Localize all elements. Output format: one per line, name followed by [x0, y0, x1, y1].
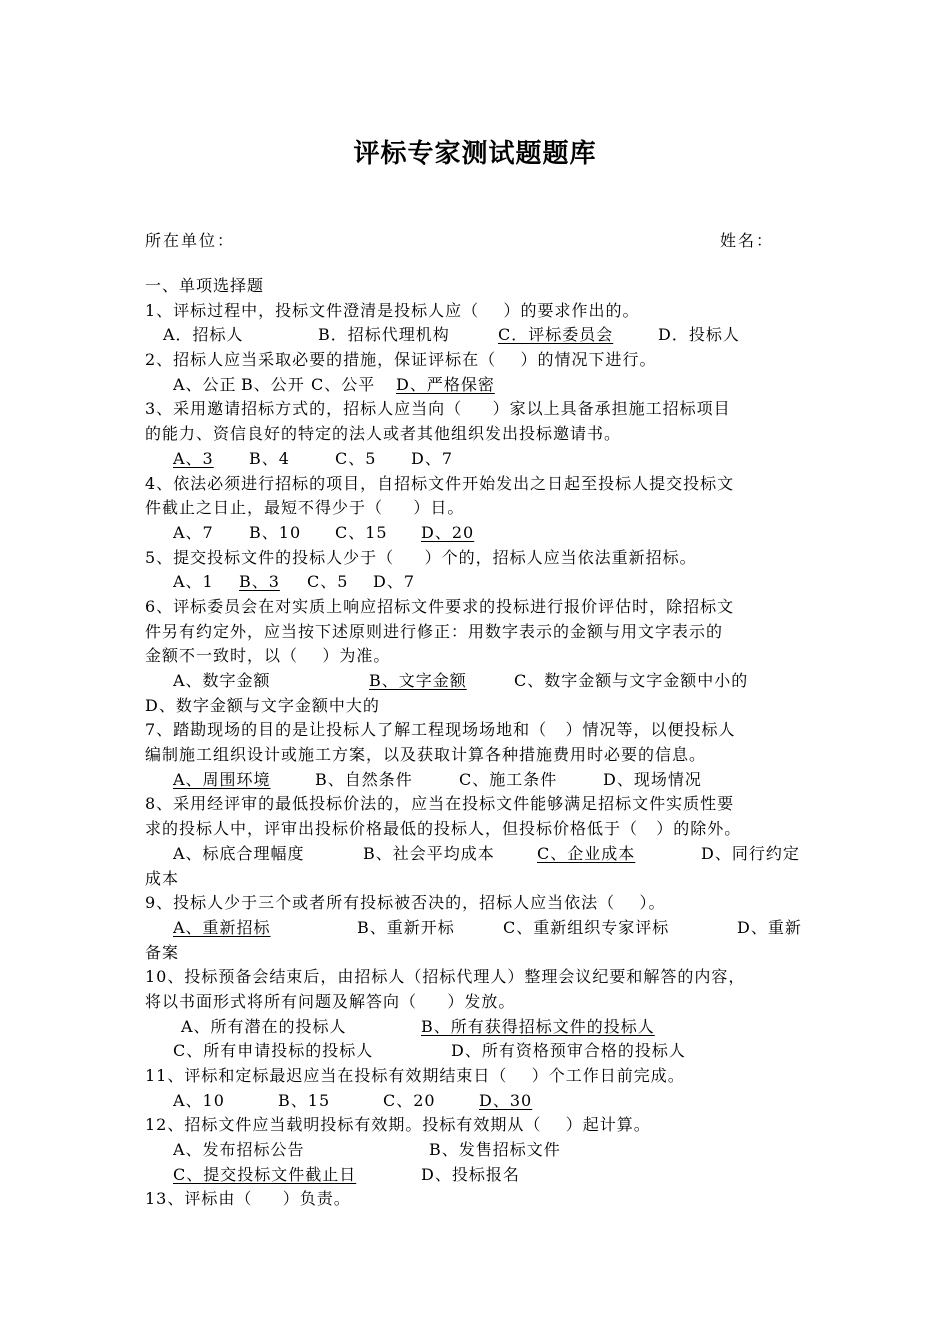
correct-option: D、20: [421, 522, 475, 542]
option: C、5: [307, 572, 349, 592]
question-11: 11、评标和定标最迟应当在投标有效期结束日（ ）个工作日前完成。: [145, 1066, 685, 1085]
option: A、7: [173, 522, 214, 542]
correct-option: D、严格保密: [396, 374, 495, 394]
question-10: 10、投标预备会结束后，由招标人（招标代理人）整理会议纪要和解答的内容，: [145, 967, 746, 987]
question-13: 13、评标由（ ）负责。: [145, 1189, 351, 1209]
option: B、自然条件: [315, 769, 413, 789]
question-list: [145, 274, 815, 1212]
option: A、数字金额: [173, 671, 271, 690]
question-12: 12、招标文件应当载明投标有效期。投标有效期从（ ）起计算。: [145, 1115, 651, 1135]
option: D、同行约定: [701, 843, 800, 863]
question-7: 7、踏勘现场的目的是让投标人了解工程现场场地和（ ）情况等，以便投标人: [145, 720, 736, 740]
option: B、4: [249, 448, 290, 468]
question-9: 9、投标人少于三个或者所有投标被否决的，招标人应当依法（ ）。: [145, 893, 666, 913]
option: C、5: [335, 448, 377, 468]
question-3-options: [145, 447, 815, 472]
option: C、15: [335, 522, 388, 542]
question-1-options: [145, 323, 815, 348]
question-10-cont: 将以书面形式将所有问题及解答向（ ）发放。: [145, 991, 516, 1011]
option: B、10: [249, 522, 302, 542]
question-8-cont: 求的投标人中，评审出投标价格最低的投标人，但投标价格低于（ ）的除外。: [145, 819, 742, 839]
option: B、重新开标: [357, 917, 455, 937]
section-title: 一、单项选择题: [145, 276, 265, 295]
option: C、施工条件: [459, 769, 558, 789]
option: B、15: [278, 1090, 331, 1110]
correct-option: A、重新招标: [173, 917, 271, 937]
correct-option: A、3: [173, 448, 214, 468]
option: D、7: [411, 448, 454, 468]
name-field-label: 姓名：: [720, 231, 775, 250]
question-6-cont: 件另有约定外，应当按下述原则进行修正：用数字表示的金额与用文字表示的: [145, 621, 724, 641]
question-11-options: [145, 1089, 815, 1114]
correct-option: D、30: [479, 1090, 533, 1110]
question-5-options: [145, 570, 815, 595]
question-12-options: [145, 1138, 815, 1163]
option: A、发布招标公告: [173, 1140, 305, 1160]
question-6-options-cont: D、数字金额与文字金额中大的: [145, 695, 380, 715]
option: C、重新组织专家评标: [503, 917, 670, 937]
option: C、所有申请投标的投标人: [173, 1041, 374, 1061]
question-4-cont: 件截止之日止，最短不得少于（ ）日。: [145, 498, 465, 518]
question-10-options: [145, 1015, 815, 1040]
question-8-options: [145, 842, 815, 867]
question-4: 4、依法必须进行招标的项目，自招标文件开始发出之日起至投标人提交投标文: [145, 473, 735, 493]
correct-option: C、企业成本: [537, 843, 636, 863]
correct-option: C．评标委员会: [498, 325, 614, 345]
option: A、1: [173, 572, 214, 592]
question-2: 2、招标人应当采取必要的措施，保证评标在（ ）的情况下进行。: [145, 350, 657, 370]
option: D、所有资格预审合格的投标人: [451, 1041, 686, 1061]
option: B、发售招标文件: [429, 1140, 561, 1160]
option: B、社会平均成本: [363, 843, 495, 863]
correct-option: A、周围环境: [173, 769, 271, 789]
correct-option: B、文字金额: [369, 671, 467, 690]
option: D、重新: [737, 917, 802, 937]
option: A、10: [173, 1090, 225, 1110]
question-6: 6、评标委员会在对实质上响应招标文件要求的投标进行报价评估时，除招标文: [145, 596, 735, 616]
question-9-options: [145, 916, 815, 941]
question-3: 3、采用邀请招标方式的，招标人应当向（ ）家以上具备承担施工招标项目: [145, 399, 731, 419]
question-9-options-cont: 备案: [145, 942, 180, 962]
correct-option: B、3: [239, 572, 280, 592]
question-3-cont: 的能力、资信良好的特定的法人或者其他组织发出投标邀请书。: [145, 424, 622, 444]
option: B、公开: [241, 374, 305, 394]
option: D．投标人: [658, 325, 740, 345]
option: A、公正: [173, 374, 237, 394]
option: C、公平: [311, 374, 376, 394]
question-2-options: [145, 373, 815, 398]
option: D、投标报名: [421, 1164, 520, 1184]
option: D、现场情况: [603, 769, 702, 789]
question-4-options: [145, 521, 815, 546]
unit-field-label: 所在单位：: [145, 231, 236, 250]
option: D、7: [373, 572, 416, 592]
question-1: 1、评标过程中，投标文件澄清是投标人应（ ）的要求作出的。: [145, 300, 640, 320]
option: A、标底合理幅度: [173, 843, 305, 863]
option: A．招标人: [163, 325, 244, 345]
option: C、20: [383, 1090, 436, 1110]
document-title: 评标专家测试题题库: [353, 139, 597, 169]
correct-option: C、提交投标文件截止日: [173, 1164, 357, 1184]
question-7-cont: 编制施工组织设计或施工方案，以及获取计算各种措施费用时必要的信息。: [145, 745, 707, 765]
question-5: 5、提交投标文件的投标人少于（ ）个的，招标人应当依法重新招标。: [145, 547, 697, 567]
question-8: 8、采用经评审的最低投标价法的，应当在投标文件能够满足招标文件实质性要: [145, 794, 735, 814]
option: A、所有潜在的投标人: [181, 1016, 347, 1036]
question-6-cont: 金额不一致时，以（ ）为准。: [145, 646, 391, 666]
option: C、数字金额与文字金额中小的: [514, 671, 749, 690]
question-8-options-cont: 成本: [145, 868, 180, 888]
question-6-options: [145, 669, 815, 694]
question-10-options-cont: [145, 1039, 815, 1064]
question-12-options-cont: [145, 1163, 815, 1188]
question-7-options: [145, 768, 815, 793]
correct-option: B、所有获得招标文件的投标人: [421, 1016, 655, 1036]
option: B．招标代理机构: [318, 325, 450, 345]
